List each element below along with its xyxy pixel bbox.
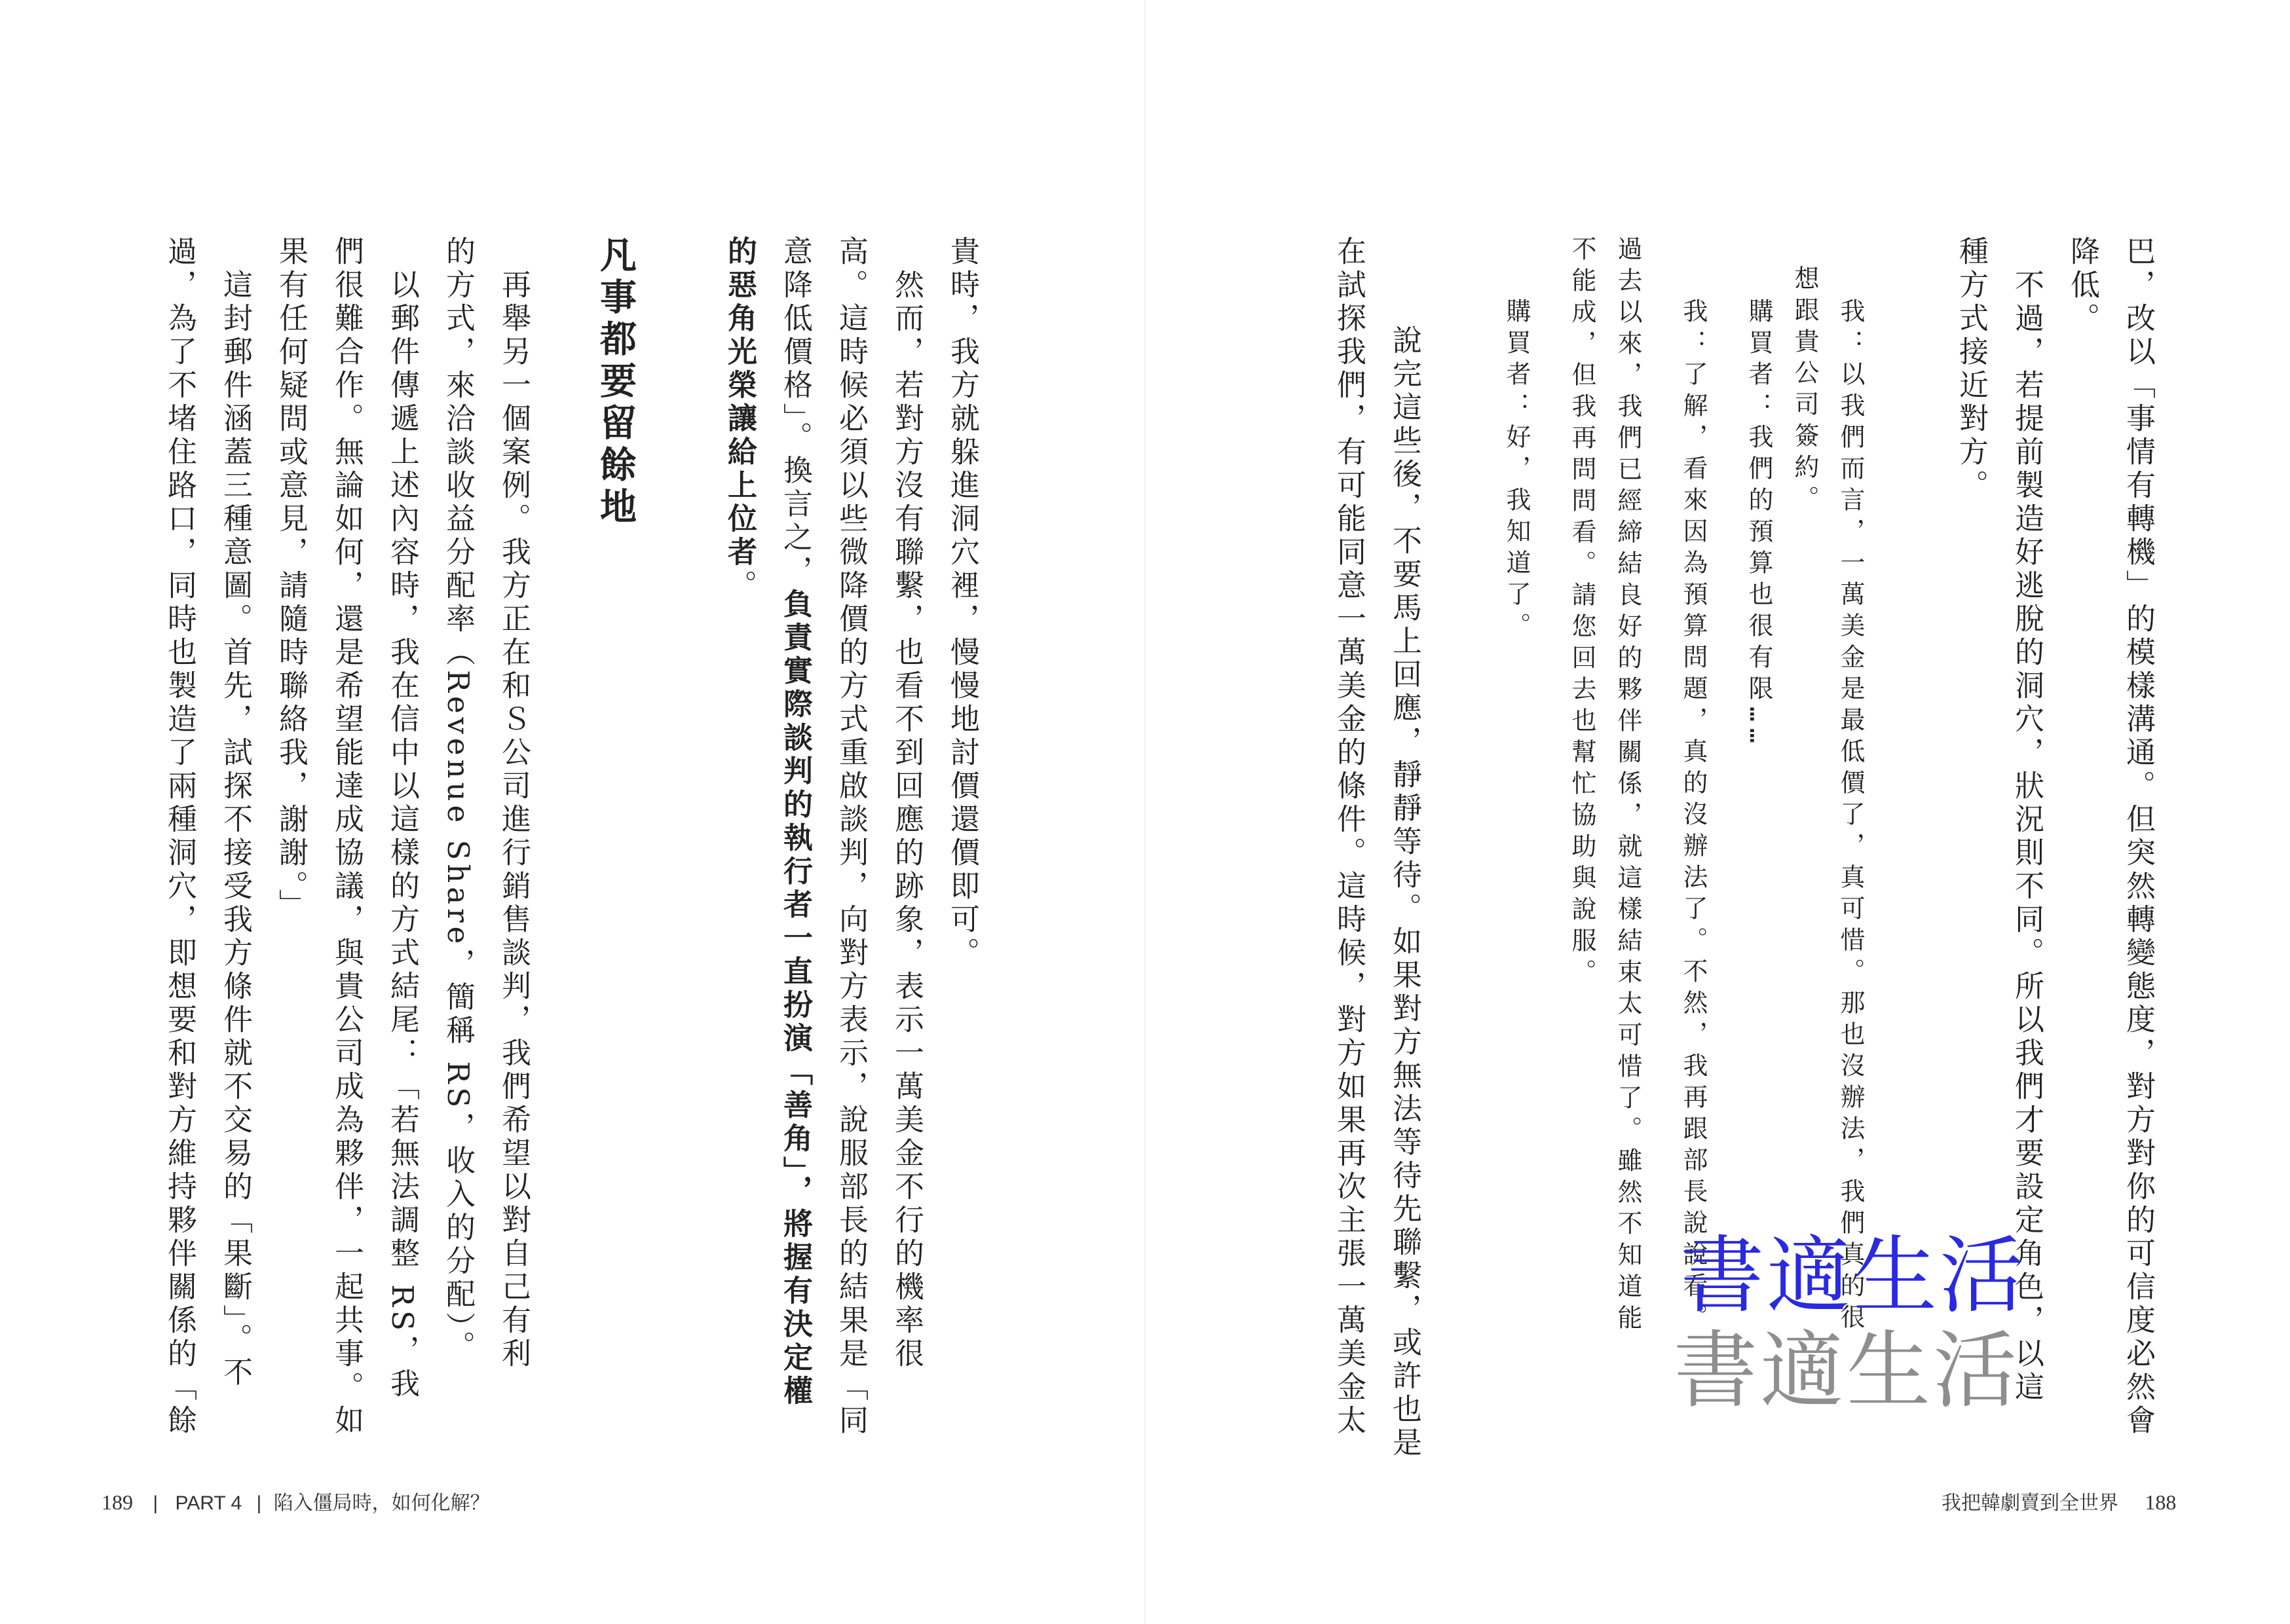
dialogue-line: 不能成，但我再問問看。請您回去也幫忙協助與說服。 <box>1567 236 1596 990</box>
dialogue-line: 我：以我們而言，一萬美金是最低價了，真可惜。那也沒辦法，我們真的很 <box>1836 298 1865 1335</box>
body-line: 降低。 <box>2065 236 2100 336</box>
dialogue-line: 過去以來，我們已經締結良好的夥伴關係，就這樣結束太可惜了。雖然不知道能 <box>1613 236 1642 1336</box>
body-line: 在試探我們，有可能同意一萬美金的條件。這時候，對方如果再次主張一萬美金太 <box>1332 236 1366 1438</box>
emphasis-text: 的惡角光榮讓給上位者 <box>723 236 757 570</box>
chapter-title: 陷入僵局時，如何化解？ <box>273 1492 490 1514</box>
dialogue-line: 想跟貴公司簽約。 <box>1790 265 1819 517</box>
body-line: 不過，若提前製造好逃脫的洞穴，狀況則不同。所以我們才要設定角色，以這 <box>2010 236 2044 1405</box>
book-title: 我把韓劇賣到全世界 <box>1942 1492 2118 1514</box>
body-line: 過，為了不堵住路口，同時也製造了兩種洞穴，即想要和對方維持夥伴關係的「餘 <box>162 236 197 1438</box>
page-number: 188 <box>2145 1490 2177 1514</box>
body-line: 巴，改以「事情有轉機」的模樣溝通。但突然轉變態度，對方對你的可信度必然會 <box>2121 236 2156 1438</box>
page-gutter <box>1144 0 1146 1624</box>
body-line: 這封郵件涵蓋三種意圖。首先，試探不接受我方條件就不交易的「果斷」。不 <box>218 236 253 1390</box>
folio-separator: | <box>153 1492 159 1514</box>
dialogue-line: 購買者：我們的預算也很有限…… <box>1744 298 1773 750</box>
dialogue-line: 我：了解，看來因為預算問題，真的沒辦法了。不然，我再跟部長說說看。 <box>1679 298 1708 1335</box>
emphasis-text: 負責實際談判的執行者一直扮演「善角」，將握有決定權 <box>778 588 813 1409</box>
body-line: 種方式接近對方。 <box>1954 236 1989 503</box>
right-folio <box>1942 1486 2176 1515</box>
body-line: 們很難合作。無論如何，還是希望能達成協議，與貴公司成為夥伴，一起共事。如 <box>329 236 364 1438</box>
body-line <box>712 236 768 603</box>
body-line: 說完這些後，不要馬上回應，靜靜等待。如果對方無法等待先聯繫，或許也是 <box>1387 291 1422 1460</box>
section-heading: 凡事都要留餘地 <box>594 236 637 529</box>
body-line: 高。這時候必須以些微降價的方式重啟談判，向對方表示，說服部長的結果是「同 <box>834 236 869 1438</box>
watermark-gray: 書適生活 <box>1674 1322 2020 1420</box>
body-line: 貴時，我方就躲進洞穴裡，慢慢地討價還價即可。 <box>945 236 980 970</box>
body-line: 以郵件傳遞上述內容時，我在信中以這樣的方式結尾：「若無法調整 RS，我 <box>385 236 420 1402</box>
watermark-blue: 書適生活 <box>1680 1227 2027 1325</box>
dialogue-line: 購買者：好，我知道了。 <box>1502 298 1531 644</box>
body-line-plain: 意降低價格」。換言之， <box>778 236 813 589</box>
body-line <box>768 236 823 1409</box>
body-line-plain: 。 <box>723 570 757 603</box>
body-line: 果有任何疑問或意見，請隨時聯絡我，謝謝。」 <box>274 236 309 923</box>
left-folio <box>102 1486 490 1515</box>
folio-separator: | <box>256 1492 262 1514</box>
part-label: PART 4 <box>175 1492 242 1514</box>
body-line: 的方式，來洽談收益分配率（Revenue Share，簡稱 RS，收入的分配）。 <box>441 236 476 1364</box>
body-line: 再舉另一個案例。我方正在和Ｓ公司進行銷售談判，我們希望以對自己有利 <box>497 236 531 1371</box>
page-number: 189 <box>102 1490 133 1514</box>
body-line: 然而，若對方沒有聯繫，也看不到回應的跡象，表示一萬美金不行的機率很 <box>890 236 924 1371</box>
